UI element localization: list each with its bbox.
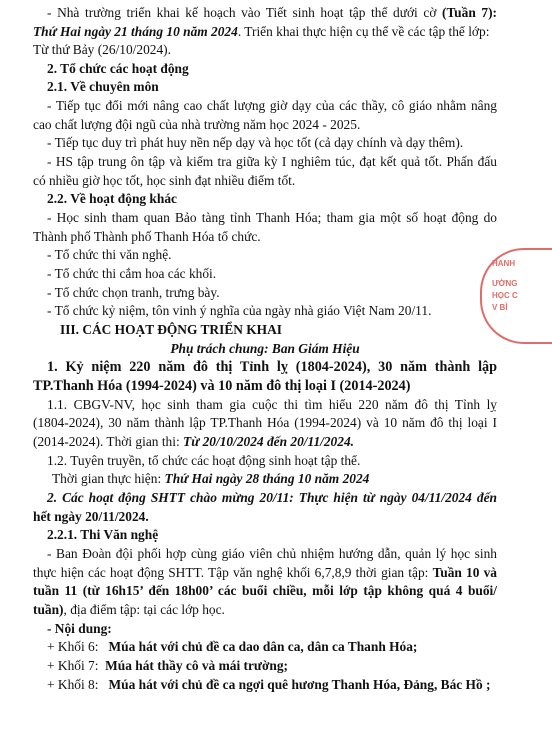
text-line: - Học sinh tham quan Bảo tàng tỉnh Thanh Hóa; tham gia một số hoạt động do bbox=[47, 210, 497, 225]
list-item: + Khối 6: Múa hát với chủ đề ca dao dân ca, dân ca Thanh Hóa; bbox=[47, 639, 418, 654]
text-line: có nhiều giờ học tốt, học sinh đạt nhiều điểm tốt. bbox=[33, 173, 296, 188]
section-heading: 2. Các hoạt động SHTT chào mừng 20/11: Thực hiện từ ngày 04/11/2024 đến bbox=[47, 490, 497, 505]
text-line: - Tổ chức thi văn nghệ. bbox=[47, 247, 172, 262]
text-line: (2014-2024). Thời gian thi: Từ 20/10/2024 đến 20/11/2024. bbox=[33, 434, 354, 449]
section-heading: 1. Kỷ niệm 220 năm đô thị Tỉnh lỵ (1804-2024), 30 năm thành lập bbox=[47, 359, 497, 375]
text-line: tuần), địa điểm tập: tại các lớp học. bbox=[33, 602, 225, 617]
text-line: thực hiện các hoạt động SHTT. Tập văn nghệ khối 6,7,8,9 thời gian tập: Tuần 10 và bbox=[33, 565, 497, 580]
text-line: - Tổ chức chọn tranh, trưng bày. bbox=[47, 285, 220, 300]
text-line: Thứ Hai ngày 21 tháng 10 năm 2024. Triển khai thực hiện cụ thể về các tập thể lớp: bbox=[33, 24, 490, 39]
text-line: (1804-2024), 30 năm thành lập TP.Thanh Hóa (1994-2024) và 10 năm đô thị loại I bbox=[33, 415, 497, 430]
section-heading: hết ngày 20/11/2024. bbox=[33, 509, 149, 524]
subheading: Phụ trách chung: Ban Giám Hiệu bbox=[170, 341, 360, 356]
text-line: Thời gian thực hiện: Thứ Hai ngày 28 tháng 10 năm 2024 bbox=[52, 471, 370, 486]
text-line: - Tiếp tục duy trì phát huy nền nếp dạy và học tốt (cả dạy chính và dạy thêm). bbox=[47, 135, 464, 150]
text-line: - Nội dung: bbox=[47, 621, 112, 636]
text-line: - Ban Đoàn đội phối hợp cùng giáo viên chủ nhiệm hướng dẫn, quản lý học sinh bbox=[47, 546, 497, 561]
list-item: + Khối 7: Múa hát thầy cô và mái trường; bbox=[47, 658, 288, 673]
list-item: + Khối 8: Múa hát với chủ đề ca ngợi quê hương Thanh Hóa, Đảng, Bác Hồ ; bbox=[47, 677, 491, 692]
text-line: 1.2. Tuyên truyền, tổ chức các hoạt động sinh hoạt tập thể. bbox=[47, 453, 361, 468]
section-heading: 2.2. Về hoạt động khác bbox=[47, 191, 177, 206]
section-heading: TP.Thanh Hóa (1994-2024) và 10 năm đô thị loại I (2014-2024) bbox=[33, 378, 411, 394]
section-heading: 2.2.1. Thi Văn nghệ bbox=[47, 527, 159, 542]
text-line: - Tiếp tục đổi mới nâng cao chất lượng giờ dạy của các thầy, cô giáo nhằm nâng bbox=[47, 98, 497, 113]
section-heading: 2. Tổ chức các hoạt động bbox=[47, 61, 189, 76]
section-heading: III. CÁC HOẠT ĐỘNG TRIỂN KHAI bbox=[60, 322, 282, 337]
text-line: Từ thứ Bảy (26/10/2024). bbox=[33, 42, 171, 57]
text-line: - Nhà trường triển khai kế hoạch vào Tiết sinh hoạt tập thể dưới cờ (Tuần 7): bbox=[47, 5, 497, 20]
text-line: - HS tập trung ôn tập và kiểm tra giữa kỳ I nghiêm túc, đạt kết quả tốt. Phấn đấu bbox=[47, 154, 497, 169]
text-line: - Tổ chức thi cắm hoa các khối. bbox=[47, 266, 217, 281]
red-stamp: HANH ƯỜNG HỌC C V BÌ bbox=[480, 248, 552, 344]
section-heading: 2.1. Về chuyên môn bbox=[47, 79, 159, 94]
text-line: tuần 11 (từ 16h15’ đến 18h00’ các buổi chiều, mỗi lớp tập không quá 4 buổi/ bbox=[33, 583, 497, 598]
text-line: - Tổ chức kỷ niệm, tôn vinh ý nghĩa của ngày nhà giáo Việt Nam 20/11. bbox=[47, 303, 432, 318]
text-line: Thành phố Thành phố Thanh Hóa tổ chức. bbox=[33, 229, 261, 244]
text-line: 1.1. CBGV-NV, học sinh tham gia cuộc thi tìm hiểu 220 năm đô thị Tỉnh lỵ bbox=[47, 397, 497, 412]
text-line: cao chất lượng đội ngũ của nhà trường năm học 2024 - 2025. bbox=[33, 117, 361, 132]
